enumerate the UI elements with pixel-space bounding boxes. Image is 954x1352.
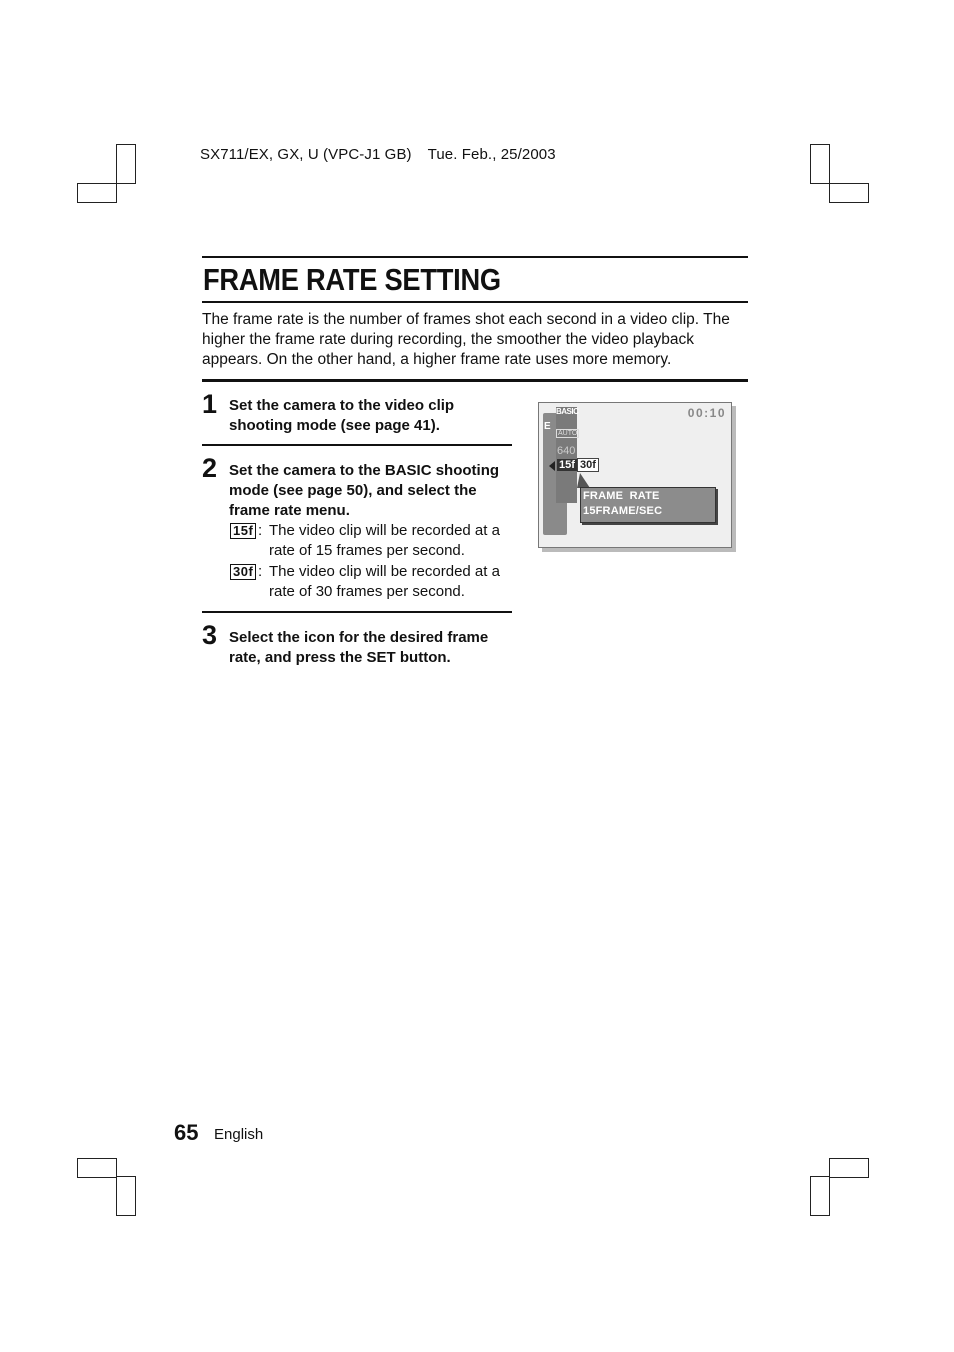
page-number: 65	[174, 1120, 199, 1145]
size-label: 640	[557, 445, 576, 457]
option-colon: :	[258, 563, 263, 580]
tooltip-pointer	[577, 473, 590, 488]
recording-time: 00:10	[687, 406, 726, 420]
title-top-rule	[202, 256, 748, 258]
crop-mark	[810, 1176, 830, 1216]
intro-paragraph: The frame rate is the number of frames shot each second in a video clip. The higher the frame rate during recording, the smoother the video playback appears. On the other hand, a higher frame rate uses more memory.	[202, 311, 730, 368]
title-bottom-rule	[202, 301, 748, 303]
e-label: E	[544, 421, 551, 432]
option-description: The video clip will be recorded at a rate of 30 frames per second.	[269, 563, 500, 600]
option-description: The video clip will be recorded at a rate of 15 frames per second.	[269, 522, 500, 559]
tooltip-line-2: 15FRAME/SEC	[583, 505, 663, 517]
step-divider	[202, 611, 512, 613]
option-colon: :	[258, 522, 263, 539]
header-date: Tue. Feb., 25/2003	[427, 146, 556, 163]
frame-15f-selected-icon: 15f	[559, 459, 575, 471]
step-divider	[202, 444, 512, 446]
crop-mark	[810, 144, 830, 184]
auto-label: AUTO	[558, 430, 578, 437]
crop-mark	[77, 183, 117, 203]
step-number: 3	[202, 620, 218, 650]
step-text: Set the camera to the video clip shooting mode (see page 41).	[229, 397, 455, 434]
basic-mode-label: BASIC	[556, 407, 579, 416]
step-number: 2	[202, 453, 218, 483]
document-header	[200, 146, 556, 163]
crop-mark	[829, 183, 869, 203]
page-language: English	[214, 1126, 264, 1143]
step-text: Select the icon for the desired frame rate, and press the SET button.	[229, 629, 489, 666]
header-model: SX711/EX, GX, U (VPC-J1 GB)	[200, 146, 412, 163]
steps-top-rule	[202, 379, 748, 382]
frame-rate-tooltip	[580, 487, 716, 523]
crop-mark	[116, 1176, 136, 1216]
crop-mark	[829, 1158, 869, 1178]
step-text: Set the camera to the BASIC shooting mode (see page 50), and select the frame rate menu.	[229, 462, 500, 519]
frame-15f-icon: 15f	[230, 523, 256, 539]
crop-mark	[77, 1158, 117, 1178]
frame-30f-icon: 30f	[230, 564, 256, 580]
page-title: FRAME RATE SETTING	[203, 262, 501, 297]
selector-arrow-icon	[549, 461, 555, 471]
step-number: 1	[202, 389, 218, 419]
camera-screen-illustration	[538, 402, 732, 548]
frame-30f-icon: 30f	[577, 458, 599, 472]
tooltip-line-1: FRAME RATE	[583, 490, 660, 502]
crop-mark	[116, 144, 136, 184]
